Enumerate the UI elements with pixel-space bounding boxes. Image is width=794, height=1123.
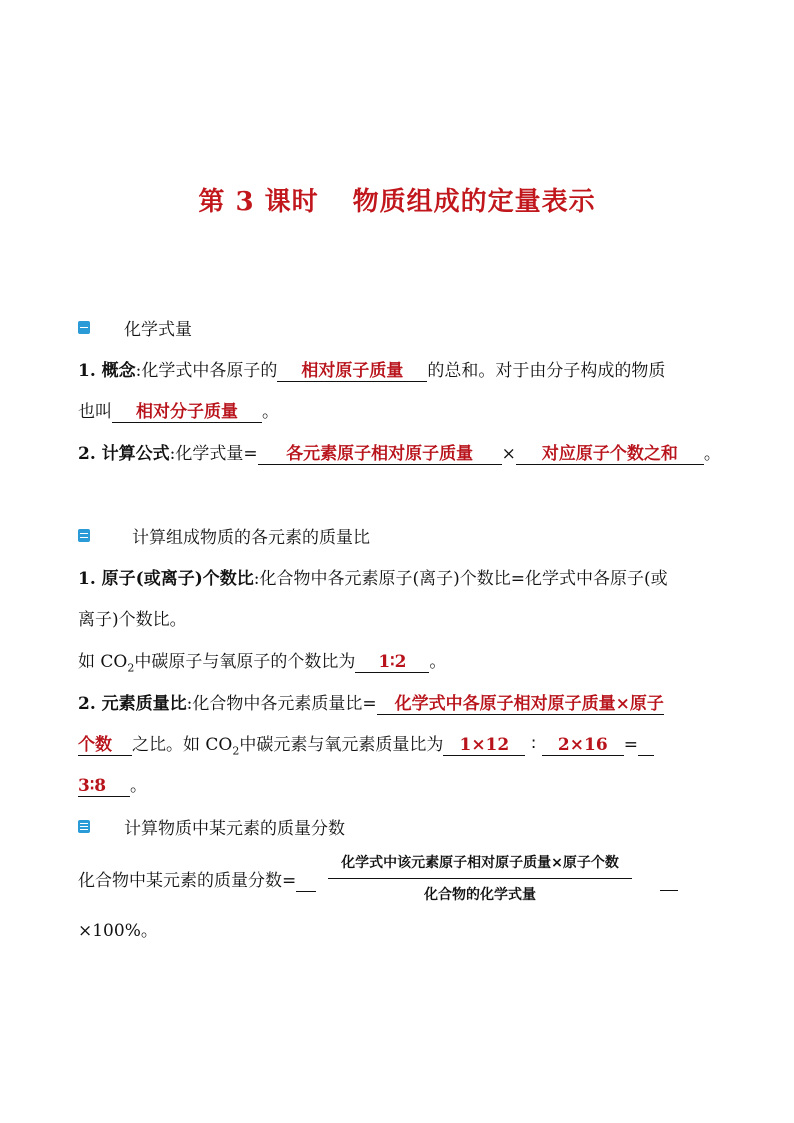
text: :化合物中各元素原子(离子)个数比=化学式中各原子(或 [253, 569, 668, 589]
s3-tail [78, 916, 158, 941]
s2-line-5 [78, 730, 654, 757]
answer-blank-9: 3∶8 [78, 776, 130, 797]
text: 化合物中某元素的质量分数= [78, 871, 297, 891]
s3-lead [78, 866, 316, 892]
section-heading-2 [78, 523, 370, 548]
answer-blank-6a: 化学式中各原子相对原子质量×原子 [377, 694, 664, 715]
text: :化学式中各原子的 [135, 361, 278, 381]
answer-blank-8: 2×16 [542, 735, 624, 756]
text: 中碳元素与氧元素质量比为 [239, 735, 444, 755]
s3-trailing-blank [660, 870, 678, 891]
blank-underline [296, 871, 316, 892]
mass-ratio-label: 2. 元素质量比 [78, 694, 187, 714]
section-heading-3 [78, 814, 345, 839]
section-two-icon [78, 529, 90, 542]
times-sign: × [501, 444, 516, 464]
atom-ratio-label: 1. 原子(或离子)个数比 [78, 569, 254, 589]
section-heading-text: 计算组成物质的各元素的质量比 [132, 528, 370, 548]
answer-blank-1: 相对原子质量 [277, 361, 427, 382]
title-lesson: 第 3 课时 [198, 187, 319, 217]
section-heading-1 [78, 315, 192, 340]
answer-blank-5: 1∶2 [355, 652, 429, 673]
colon: ∶ [531, 735, 536, 755]
subscript: 2 [232, 744, 240, 758]
s1-line-2 [78, 397, 279, 423]
blank-underline [638, 735, 654, 756]
s2-line-6 [78, 771, 147, 797]
answer-blank-2: 相对分子质量 [112, 402, 262, 423]
answer-blank-6b: 个数 [78, 735, 132, 756]
s1-line-1 [78, 356, 665, 382]
text: 。 [130, 776, 147, 796]
text: 之比。如 CO [132, 735, 233, 755]
text: 离子)个数比。 [78, 610, 187, 630]
s2-line-4 [78, 689, 664, 715]
answer-blank-7: 1×12 [443, 735, 525, 756]
equals: = [623, 735, 639, 755]
s2-line-3 [78, 647, 446, 674]
text: 。 [429, 652, 447, 672]
text: 如 CO [78, 652, 128, 672]
text: 。 [703, 444, 721, 464]
text: 的总和。对于由分子构成的物质 [427, 361, 666, 381]
formula-denominator: 化合物的化学式量 [424, 887, 536, 903]
concept-label: 1. 概念 [78, 361, 136, 381]
section-heading-text: 计算物质中某元素的质量分数 [124, 819, 345, 839]
section-three-icon [78, 820, 90, 833]
text: 也叫 [78, 402, 112, 422]
formula-label: 2. 计算公式 [78, 444, 170, 464]
blank-underline [660, 870, 678, 891]
text: :化学式量= [169, 444, 258, 464]
s2-line-2 [78, 605, 187, 630]
text: :化合物中各元素质量比= [186, 694, 377, 714]
section-heading-text: 化学式量 [124, 320, 192, 340]
text: ×100%。 [78, 921, 158, 941]
text: 中碳原子与氧原子的个数比为 [134, 652, 356, 672]
section-one-icon [78, 321, 90, 334]
mass-fraction-formula [328, 852, 632, 904]
subscript: 2 [127, 661, 135, 675]
answer-blank-4: 对应原子个数之和 [516, 444, 704, 465]
page-title [0, 181, 794, 218]
s1-line-3 [78, 439, 721, 465]
title-topic: 物质组成的定量表示 [352, 187, 596, 217]
text: 。 [262, 402, 279, 422]
formula-numerator: 化学式中该元素原子相对原子质量×原子个数 [328, 852, 632, 879]
answer-blank-3: 各元素原子相对原子质量 [258, 444, 502, 465]
s2-line-1 [78, 564, 668, 589]
